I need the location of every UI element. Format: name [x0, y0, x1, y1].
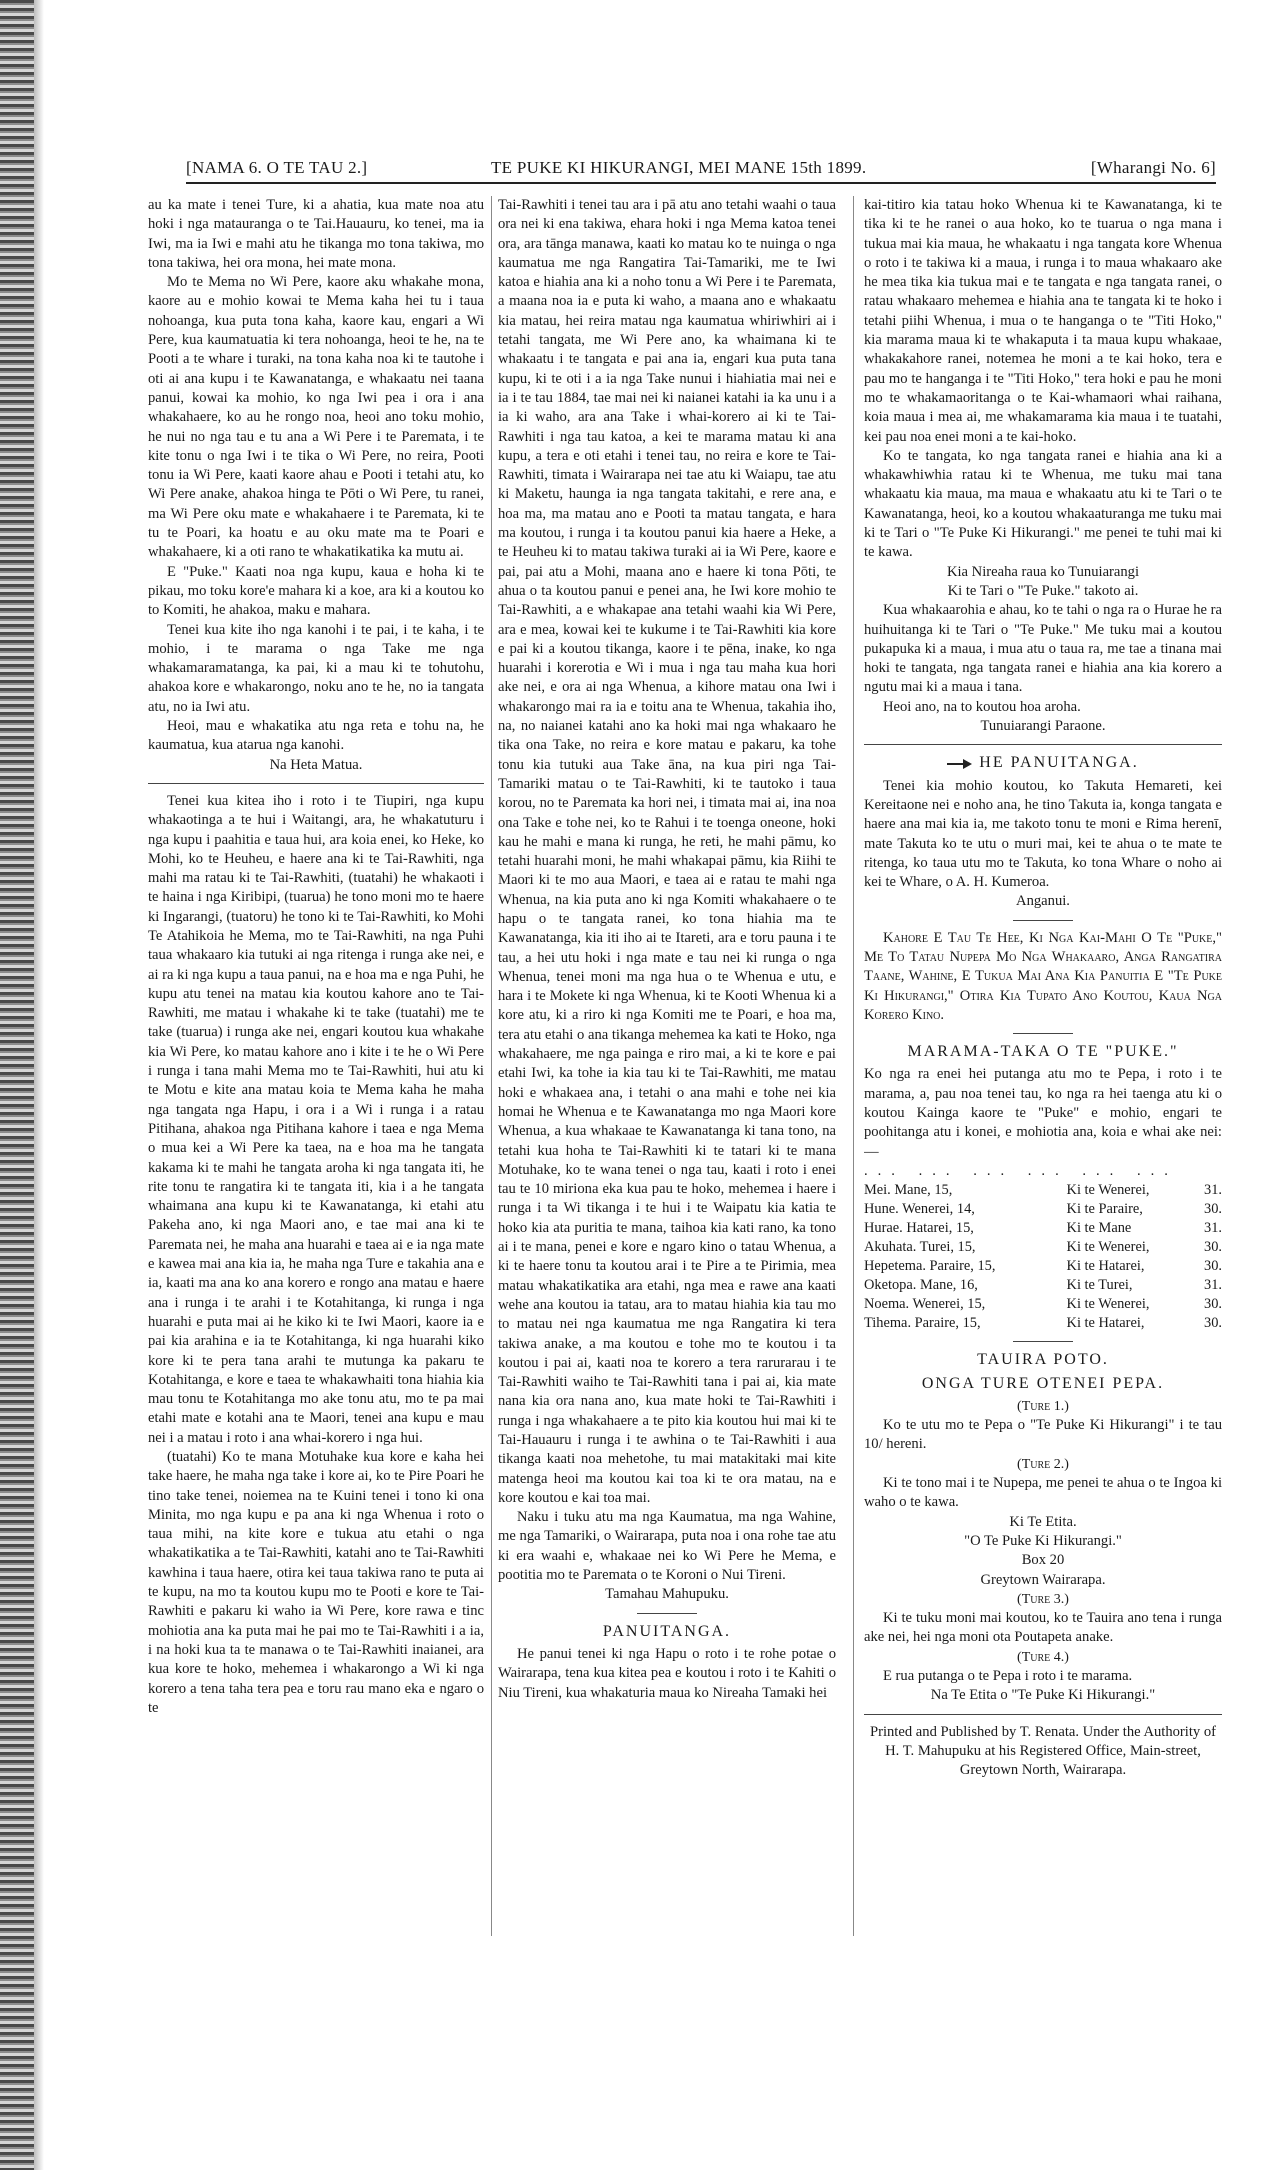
calendar-dots: ... ... ... ... ... ... — [864, 1162, 1178, 1179]
imprint: Printed and Published by T. Renata. Under the Authority of H. T. Mahupuku at his Registered Office, Main-street, Greytown North, Wairarapa. — [869, 1723, 1216, 1779]
column-rule — [491, 196, 492, 1936]
rule-text: E rua putanga o te Pepa i roto i te marama. — [882, 1668, 1133, 1684]
article-text: Ko te tangata, ko nga tangata ranei e hiahia ana ki a whakawhiwhia ratau ki te Whenua, me tuku mai tana whakaatu kia maua, ma maua e whakaatu atu ki te Tari o te Kawanatanga, heoi, ko a koutou whakaaturanga me tuku mai ki te Tari o "Te Puke Ki Hikurangi." me penei te tuhi mai ki te kawa. — [864, 447, 1222, 561]
divider — [148, 783, 484, 784]
rule-heading: (Ture 2.) — [1017, 1456, 1069, 1472]
pointing-hand-icon — [947, 759, 973, 769]
notice-text: He panui tenei ki nga Hapu o roto i te rohe potae o Wairarapa, tena kua kitea pea e koutou i roto i te Kahiti o Niu Tireni, kua whakaturia maua ko Nireaha Tamaki hei — [498, 1645, 836, 1701]
divider — [1013, 1033, 1073, 1034]
article-text: Heoi ano, na to koutou hoa aroha. — [882, 698, 1081, 715]
rule-text: Ki te tono mai i te Nupepa, me penei te ahua o te Ingoa ki waho o te kawa. — [864, 1475, 1222, 1511]
binding-shadow — [34, 0, 44, 2170]
rule-heading: (Ture 4.) — [1017, 1649, 1069, 1665]
rules-subheading: ONGA TURE OTENEI PEPA. — [921, 1374, 1165, 1392]
divider — [1013, 1341, 1073, 1342]
article-text: Mo te Mema no Wi Pere, kaore aku whakahe mona, kaore au e mohio kowai te Mema kaha hei tu i taua nohoanga, kua puta tona kaha, kaore kau, engari a Wi Pere, kua kaumatuatia ki tera nohoanga, heoi te he, na te Pooti a te whare i turaki, na tona kaha noa ki te tautohe i oti ai ana kupu i te Kawanatanga, e whakaatu nei taana panui, kowai ka mohio, ko nga Iwi pea i ora i ana whakahaere, ko au he rongo noa, heoi ano toku mohio, he nui no nga tau e tu ana a Wi Pere i te Paremata, i te kite tonu o nga Iwi i te tika o Wi Pere, no reira, Pooti tonu ia Wi Pere, kaati kaore ahau e Pooti i tetahi atu, ko Wi Pere anake, ahakoa hinga te Pōti o Wi Pere, tu ranei, ma Wi Pere oku mate e whakahaere i te Paremata, ki te tu te Poari, ka hoatu e au oku mate ma te Poari e whakahaere, ki a oti rano te whakatikatika ka mutu ai. — [148, 274, 484, 561]
rules-heading: TAUIRA POTO. — [977, 1351, 1109, 1369]
article-text: au ka mate i tenei Ture, ki a ahatia, kua mate noa atu hoki i nga matauranga o te Tai.Hauauru, ko tenei, ma ia Iwi, ma ia Iwi e mahi atu he tikanga mo tona takiwa, mo tona takiwa, hei ora mona, hei mate mona. — [148, 197, 484, 271]
rule-signature: Na Te Etita o "Te Puke Ki Hikurangi." — [930, 1687, 1156, 1704]
rule-heading: (Ture 1.) — [1017, 1398, 1069, 1414]
address-line: Ki te Tari o "Te Puke." takoto ai. — [947, 582, 1139, 599]
article-signature: Na Heta Matua. — [269, 756, 363, 773]
page-number: [Wharangi No. 6] — [1090, 158, 1216, 177]
article-text: Kua whakaarohia e ahau, ko te tahi o nga ra o Hurae he ra huihuitanga ki te Tari o "Te Puke." Me tuku mai a koutou pukapuka ki a maua, i mua atu o taua ra, me tae a tinana mai hoki te tangata, nga tangata ranei e hiahia ana kia korero a ngutu mai ki a maua i tana. — [864, 602, 1222, 696]
calendar-row: Oketopa. Mane, 16, Ki te Turei, 31. — [864, 1277, 1222, 1294]
rule-text: Ko te utu mo te Pepa o "Te Puke Ki Hikurangi" i te tau 10/ hereni. — [864, 1417, 1222, 1453]
calendar-row: Noema. Wenerei, 15, Ki te Wenerei, 30. — [864, 1296, 1222, 1313]
column-rule — [853, 196, 854, 1936]
divider — [864, 744, 1222, 745]
calendar-row: Tihema. Paraire, 15, Ki te Hatarei, 30. — [864, 1315, 1222, 1332]
article-text: Heoi, mau e whakatika atu nga reta e tohu na, he kaumatua, kua atarua nga kanohi. — [148, 718, 484, 754]
calendar-table — [864, 1181, 1222, 1333]
calendar-row: Mei. Mane, 15, Ki te Wenerei, 31. — [864, 1182, 1222, 1199]
address-line: Ki Te Etita. — [1009, 1513, 1077, 1530]
notice-heading: HE PANUITANGA. — [979, 754, 1139, 772]
rule-heading: (Ture 3.) — [1017, 1591, 1069, 1607]
divider — [1013, 920, 1073, 921]
newspaper-title: TE PUKE KI HIKURANGI, MEI MANE 15th 1899. — [491, 158, 867, 177]
notice-heading: PANUITANGA. — [602, 1622, 732, 1640]
column-3 — [864, 196, 1222, 2126]
article-signature: Tamahau Mahupuku. — [605, 1586, 729, 1603]
advertisement-text: Kahore E Tau Te Hee, Ki Nga Kai-Mahi O Te "Puke," Me To Tatau Nupepa Mo Nga Whakaaro, Anga Rangatira Taane, Wahine, E Tukua Mai Ana Kia Panuitia E "Te Puke Ki Hikurangi," Otira Kia Tupato Ano Koutou, Kaua Nga Korero Kino. — [864, 929, 1222, 1023]
article-text: Tenei kua kite iho nga kanohi i te pai, i te kaha, i te mohio, i te marama o nga Take me nga whakamaramatanga, ka pai, ki a mau ki te tohutohu, ahakoa kore e whakarongo, noku ano te he, no ia tangata atu, no ia Iwi atu. — [148, 621, 484, 715]
rule-text: Ki te tuku moni mai koutou, ko te Tauira ano tena i runga ake nei, hei nga moni ota Poutapeta anake. — [864, 1610, 1222, 1646]
article-text: E "Puke." Kaati noa nga kupu, kaua e hoha ki te pikau, mo toku kore'e mahara ki a koe, ara ki a koutou ko to Komiti, he ahakoa, maku e mahara. — [148, 563, 484, 619]
notice-signature: Anganui. — [1016, 893, 1070, 910]
article-text: Naku i tuku atu ma nga Kaumatua, ma nga Wahine, me nga Tamariki, o Wairarapa, puta noa i ona rohe tae atu ki era waahi e, whakaae nei ko Wi Pere he Mema, e pootitia mo te Paremata o te Koroni o Nui Tireni. — [498, 1509, 836, 1584]
article-text: Tai-Rawhiti i tenei tau ara i pā atu ano tetahi waahi o taua ora nei ki ena takiwa, ehara hoki i nga Mema katoa tenei ora, ara tānga manawa, kaati ko matau ko te nuinga o nga kaumatua me nga Rangatira Tai-Tamariki, me te Iwi katoa e hiahia ana ki a noho tonu a Wi Pere i te Paremata, a maana noa ia e puta ki waho, a maana ano e whakaatu kia matau, hei reira matau nga kaumatua whiriwhiri ai i tetahi tangata, me Wi Pere ano, ka whaimana ki te whakaatu i te tangata e pai ana ia, engari kua puta tana kupu, ki te oti i a ia nga Take nunui i hiahiatia mai nei e ia i te tau 1884, tae mai nei ki naianei katahi ia ka unu i a ia ki waho, ara ana Take i whai-korero ai ki te Tai-Rawhiti i nga tau katoa, a kei te marama matau ki ana kupu, a tera e oti etahi i tenei tau, no reira e kore te Tai-Rawhiti, timata i Wairarapa nei tae atu ki Waiapu, tae atu ki Maketu, haunga ia nga tangata takitahi, e rere ana, e hoa ma, ma matau ano e Pooti ta matau tangata, e hara ma koutou, i runga i ta koutou panui kia haere a Heke, a te Heuheu ki to matau takiwa turaki ai ia Wi Pere, kaore e pai, pai atu a Mohi, maana ano e haere ki tona Pōti, te ahua o ta koutou panui e penei ana, he Iwi kore mohio te Tai-Rawhiti, a e whakapae ana tetahi waahi kia Wi Pere, ara e mea, kowai kei te kukume i te Tai-Rawhiti kia kore e pai ki a koutou tikanga, kaore i te pēna, inake, ko nga huarahi i korerotia e Wi i mua i nga tau maha kua hori ake nei, e ora ai nga Whenua, a kihore matau ona Iwi i whakarongo mai ra ia e toitu ana te Whenua, takahia iho, na, no naianei katahi ano ka hoki mai nga whakaaro he tika ona Take, no reira e kore matau e pakaru, ka tohe tonu kia tutuki aua Take āna, na kua piri nga Tai-Tamariki matau o te Tai-Rawhiti, ki te tautoko i taua korou, no te Paremata ka hori nei, i timata mai ai, ina noa ona Take e tohe nei, ko te Rahui i te toenga oneone, hoki kau he mahi e mana ki runga, he reti, he mahi pāmu, ko tetahi huarahi moni, he mahi whakapai pāmu, kia Riihi te Maori ki te mo aua Maori, e taea ai e ratau te mahi nga Whenua, na kia puta ano ki nga Komiti whakahaere o te hapu o te tangata ranei, ko tona hiahia ma te Kawanatanga, kia iti iho ai te Itareti, ara e toru pauna i te tau, a hei utu hoki i nga mate e tau nei ki runga o nga Whenua, tenei moni ma nga hua o te Whenua e utu, e hara i te Mokete ki nga Whenua, ki te Kooti Whenua ki a kore atu, ki a riro ki nga Komiti me te Poari, e hoa ma, tera atu etahi o ana tikanga mehemea ka kati te Hoko, nga whakahaere, me nga painga e riro mai, a ki te kore e pai etahi Iwi, ka tohe ia kia tau ki te Tai-Rawhiti, me matau hoki e whakaea ana, i tetahi o ana mahi e tohe nei kia homai he Whenua e te Kawanatanga mo nga Maori kore Whenua, a kua whakaae te Kawanatanga ki tana tono, na tetahi kua hoha te Tai-Rawhiti ki te tatari ki te mana Motuhake, ko te wana tenei o nga tau, kaati i roto i enei tau te 10 miriona eka kua pau te hoko, mehemea i haere i runga i ta Wi tikanga i te hui i te Waipatu kia katia te hoko kia ata puritia te mana, taihoa kia kati rano, ka tono ai i te mana, penei e kore e ngaro kino o tatau Whenua, a ki te haere tonu ta koutou arai i te Pire a te Pirimia, mea matau whakatikatika ara etahi, nga mea e rawe ana kaati wehe ana koutou ia tatau, ara to matau hiahia kia tau mo to matau nei nga kaumatua me nga Rangatira ki tera takiwa anake, a ma koutou e tohe mo te koutou i ta koutou i pai ai, kaati noa te korero a tera rarurarau i te Tai-Rawhiti waiho te Tai-Rawhiti tana i pai ai, kia mate nana kia ora nana ano, kua mate hoki te Tai-Rawhiti i runga i nga whakahaere a te pito kia koutou hui mai ki te Tai-Hauauru i runga i te awhina o te Tai-Rawhiti i aua tikanga kaati noa mehetohe, tu mai matakitaki mai kite matenga heoi ma koutou kai toa ki te ora matau, na e kore koutou e kai toa mai. — [498, 197, 836, 1506]
address-line: Greytown Wairarapa. — [980, 1571, 1106, 1588]
calendar-heading: MARAMA-TAKA O TE "PUKE." — [907, 1043, 1179, 1061]
issue-number: [NAMA 6. O TE TAU 2.] — [186, 158, 368, 177]
calendar-row: Hurae. Hatarei, 15, Ki te Mane 31. — [864, 1220, 1222, 1237]
column-2 — [498, 196, 836, 2126]
article-text: (tuatahi) Ko te mana Motuhake kua kore e kaha hei take haere, he maha nga take i kore ai, ko te Pire Poari he tino take tenei, noiemea na te Kuini tenei i tono ki ona Minita, mo nga kupu e pa ana ki nga Whenua i roto o taua mihi, na kite kore e tukua atu etahi o nga whakatikatika a te Tai-Rawhiti, katahi ano te Tai-Rawhiti kawhina i taua haere, otira kei taua takiwa rano te puta ai te kupu, na mo ta koutou kupu mo te Pooti e kore te Tai-Rawhiti e pakaru ki waho ia Wi Pere, kore rawa e tinc mohiotia ana ka puta mai he pai mo te Tai-Rawhiti i a ia, i na hoki kua ta te manawa o te Tai-Rawhiti inaianei, ara kua kore te hoko, mehemea i whakarongo a Wi ki nga korero a tena taha tera pea e toru rau mano eka e ngaro o te — [148, 1449, 484, 1716]
article-text: kai-titiro kia tatau hoko Whenua ki te Kawanatanga, ki te tika ki te he ranei o aua hoko, ko te tuarua o nga mana i tukua mai kia maua, he whakaatu i nga tangata kore Whenua o roto i te takiwa ki a maua, i runga i to maua whakaaro ake he mea tika kia tukua mai e te tangata e nga tangata ranei, o ratau whakaaro mehemea e hiahia ana te tangata ki te hoko i tetahi piihi Whenua, i mua o te hanganga o te "Titi Hoko," kia marama maua ki te whakaputa i ta maua kupu whakaae, whakakahore ranei, notemea he moni a te kai hoko, tera e pau mo te hanganga i te "Titi Hoko," tera hoki e pau he moni mo te whakamaoritanga o te Kai-whamaori whai raihana, koia maua i mea ai, me whakamarama kia maua i te tuatahi, kei pau noa enei moni a te kai-hoko. — [864, 197, 1222, 445]
calendar-row: Hepetema. Paraire, 15, Ki te Hatarei, 30. — [864, 1258, 1222, 1275]
notice-text: Tenei kia mohio koutou, ko Takuta Hemareti, kei Kereitaone nei e noho ana, he tino Takuta ia, konga tangata e haere ana mai kia ia, me takoto tonu te moni e Rima herenī, mate Takuta ko te utu o muri mai, kei te ahua o te mate te ritenga, ko taua utu mo te Takuta, ko tona Whare o noho ai kei te Whare, o A. H. Kumeroa. — [864, 777, 1222, 891]
notice-heading-wrap — [864, 753, 1222, 772]
binding-edge — [0, 0, 34, 2170]
address-line: Kia Nireaha raua ko Tunuiarangi — [946, 563, 1140, 580]
divider — [864, 1714, 1222, 1715]
address-line: "O Te Puke Ki Hikurangi." — [964, 1532, 1122, 1549]
calendar-row: Hune. Wenerei, 14, Ki te Paraire, 30. — [864, 1201, 1222, 1218]
article-text: Tenei kua kitea iho i roto i te Tiupiri, nga kupu whakaotinga a te hui i Waitangi, ara, he whakatuturu i nga kupu i paahitia e taua hui, ara koia enei, ko Heke, ko Mohi, ko te Heuheu, e haere ana ki te Tai-Rawhiti, nga mahi ma ratau ki te Tai-Rawhiti, (tuatahi) he whakaoti i te haina i nga Kiribipi, (tuarua) he tono moni mo te haere ki Ingarangi, (tuatoru) he tono ki te Tai-Rawhiti, ko Mohi Te Atahikoia he Mema, mo te Tai-Rawhiti, na nga Puhi taua whakaaro kia tutuki ai nga ritenga i runga ake nei, e ai ra ki nga kupu a taua panui, na e hoa ma e nga Puhi, he kupu atu tenei na matau kia koutou kahore ano te Tai-Rawhiti, me matau i whakahe ki te take (tuatahi) me te take (tuarua) i runga ake nei, engari koutou kua whakahe kia Wi Pere, ko matau kahore ano i kite i te he o Wi Pere i runga i tana mahi Mema mo te Tai-Rawhiti, hui atu ki te Motu e kite ana matau koia te Mema kaha he maha nga tangata nga Hapu, i ora i a Wi i runga i a ratau Pitihana, ahakoa nga Pitihana kahore i taea e nga Mema o mua kei a Wi Pere ka taea, na e hoa ma he tangata kakama ki te mahi he tangata aroha ki nga tangata iti, he rite tonu te rangatira ki te tangata iti, kia i a he tangata whaimana ana kupu ki te Kawanatanga, ki etahi atu Pakeha ano, ki nga Maori ano, e tae mai ana ki te Paremata nei, he maha ana huarahi e taea ai e ia nga mate e kawea mai ana kia ia, he maha nga Ture e takahia ana e ia, kaati ma ana ko ana korero e rongo ana matau e haere ana i runga i te arahi i te Kotahitanga, ki runga i nga huarahi e puta mai ai he kiko ki te Iwi Maori, kaore ia e pai kia arahina e ia te Kotahitanga, ki nga huarahi kiko kore ki te pera tana arahi te mutunga ka pakaru te Kotahitanga, e kore e taea te whakawhaiti tona hiahia kia mau tonu te Kotahitanga mo ake tonu atu, mo te pa mai etahi mate e kotahi ana te Maori, tenei ana kupu e mau nei i a matau i roto i ana whai-korero i nga hui. — [148, 792, 484, 1446]
address-line: Box 20 — [1021, 1552, 1065, 1569]
divider — [637, 1613, 697, 1614]
calendar-intro: Ko nga ra enei hei putanga atu mo te Pepa, i roto i te marama, a, pau noa tenei tau, ko nga ra hei taenga atu ki o koutou Kainga kaore te "Puke" e mohio, engari te poohitanga atu i konei, e mohiotia ana, koia e whai ake nei:— — [864, 1066, 1222, 1160]
page-header — [186, 152, 1216, 184]
calendar-row: Akuhata. Turei, 15, Ki te Wenerei, 30. — [864, 1239, 1222, 1256]
column-1 — [148, 196, 484, 2126]
article-signature: Tunuiarangi Paraone. — [980, 718, 1106, 735]
